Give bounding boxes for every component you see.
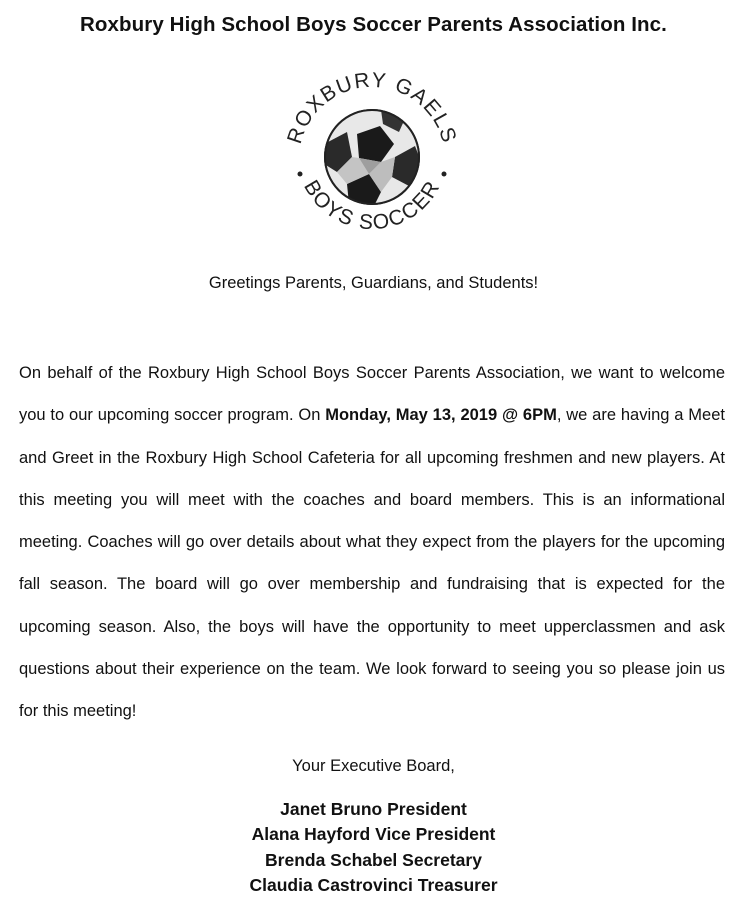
officer-treasurer: Claudia Castrovinci Treasurer <box>249 874 498 895</box>
body-text-part2: , we are having a Meet and Greet in the Roxbury High School Cafeteria for all upcoming freshmen and new players. At this meeting you will meet with the coaches and board members. This is an informational meeting. Coaches will go over details about what they expect from the players for the upcoming fall season. The board will go over membership and fundraising that is expected for the upcoming season. Also, the boys will have the opportunity to meet upperclassmen and ask questions about their experience on the team. We look forward to seeing you so please join us for this meeting! <box>19 406 725 721</box>
letter-title: Roxbury High School Boys Soccer Parents Association Inc. <box>80 13 667 36</box>
logo-bottom-text: BOYS SOCCER <box>299 176 445 235</box>
officer-secretary: Brenda Schabel Secretary <box>265 849 482 870</box>
meeting-date-highlight: Monday, May 13, 2019 @ 6PM <box>325 406 557 425</box>
soccer-ball-icon <box>277 62 467 252</box>
officer-president: Janet Bruno President <box>280 799 467 819</box>
body-paragraph <box>19 352 725 733</box>
signoff-line: Your Executive Board, <box>292 757 455 775</box>
greeting-line: Greetings Parents, Guardians, and Students! <box>208 274 539 292</box>
logo-top-text: ROXBURY GAELS <box>283 68 461 147</box>
officer-list <box>0 797 747 898</box>
officer-vice-president: Alana Hayford Vice President <box>251 824 496 845</box>
body-text-part1: On behalf of the Roxbury High School Boys Soccer Parents Association, we want to welcome you to our upcoming soccer program. On <box>19 364 725 425</box>
soccer-ball-logo <box>277 62 467 252</box>
